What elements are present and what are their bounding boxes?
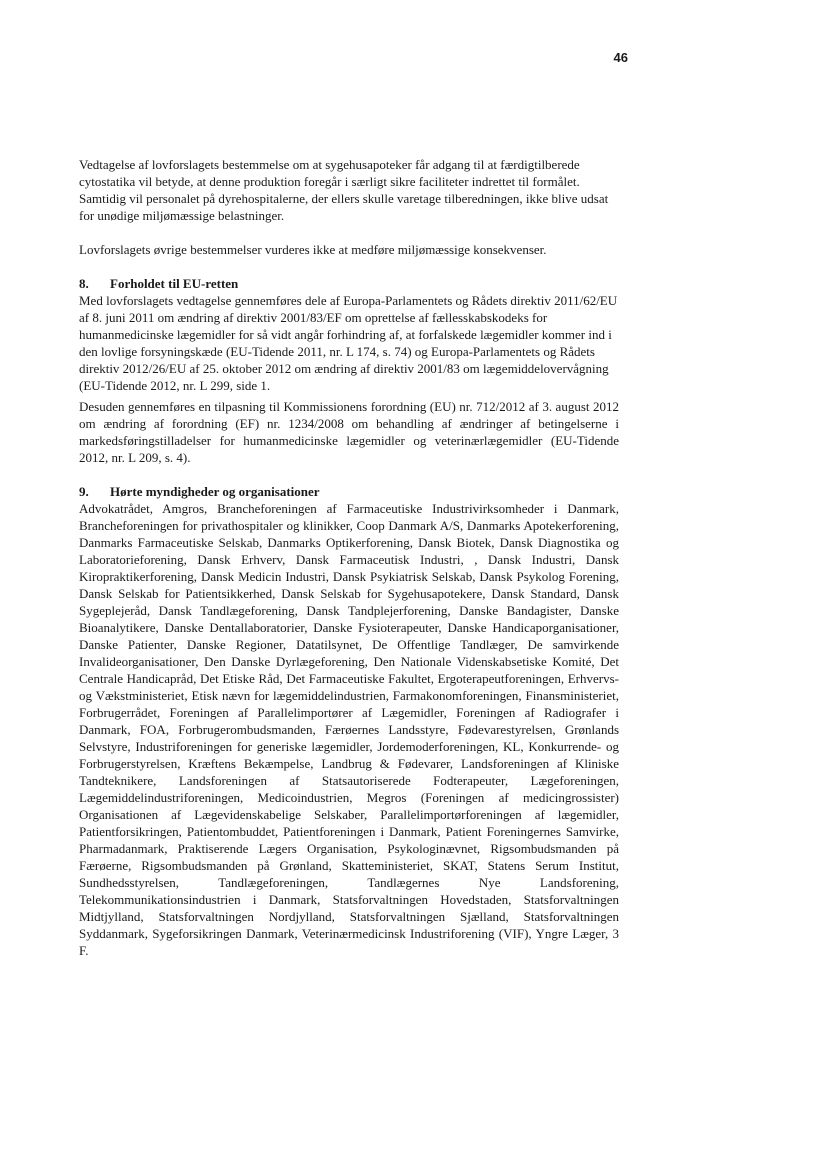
section-9: [79, 483, 619, 959]
section-8: [79, 275, 619, 466]
document-body: [79, 156, 619, 976]
intro-paragraph-1: Vedtagelse af lovforslagets bestemmelse om at sygehusapoteker får adgang til at færdigtilberede cytostatika vil betyde, at denne produktion foregår i særligt sikre faciliteter indrettet til formålet. Samtidig vil personalet på dyrehospitalerne, der ellers skulle varetage tilberedningen, ikke blive udsat for unødige miljømæssige belastninger.: [79, 157, 609, 223]
section-9-number: 9.: [79, 484, 89, 499]
section-9-heading: [79, 483, 619, 500]
page-number: 46: [613, 50, 628, 65]
section-8-heading: [79, 275, 619, 292]
section-8-title: Forholdet til EU-retten: [110, 276, 239, 291]
section-9-title: Hørte myndigheder og organisationer: [110, 484, 320, 499]
section-8-paragraph-1: Med lovforslagets vedtagelse gennemføres dele af Europa-Parlamentets og Rådets direktiv 2011/62/EU af 8. juni 2011 om ændring af direktiv 2001/83/EF om oprettelse af fællesskabskodeks for humanmedicinske lægemidler for så vidt angår forhindring af, at forfalskede lægemidler kommer ind i den lovlige forsyningskæde (EU-Tidende 2011, nr. L 174, s. 74) og Europa-Parlamentets og Rådets direktiv 2012/26/EU af 25. oktober 2012 om ændring af direktiv 2001/83 om lægemiddelovervågning (EU-Tidende 2012, nr. L 299, side 1.: [79, 293, 618, 393]
intro-paragraph-2: Lovforslagets øvrige bestemmelser vurderes ikke at medføre miljømæssige konsekvenser.: [79, 242, 547, 257]
section-9-consultees-list: Advokatrådet, Amgros, Brancheforeningen af Farmaceutiske Industrivirksomheder i Danmark, Brancheforeningen for privathospitaler og klinikker, Coop Danmark A/S, Danmarks Apotekerforening, Danmarks Farmaceutiske Selskab, Danmarks Optikerforening, Dansk Biotek, Dansk Diagnostika og Laboratorieforening, Dansk Erhverv, Dansk Farmaceutisk Industri, , Dansk Industri, Dansk Kiropraktikerforening, Dansk Medicin Industri, Dansk Psykiatrisk Selskab, Dansk Psykolog Forening, Dansk Selskab for Patientsikkerhed, Dansk Selskab for Sygehusapotekere, Dansk Standard, Dansk Sygeplejeråd, Dansk Tandlægeforening, Dansk Tandplejerforening, Danske Bandagister, Danske Bioanalytikere, Danske Dentallaboratorier, Danske Fysioterapeuter, Danske Handicaporganisationer, Danske Patienter, Danske Regioner, Datatilsynet, De Offentlige Tandlæger, De samvirkende Invalideorganisationer, Den Danske Dyrlægeforening, Den Nationale Videnskabsetiske Komité, Det Centrale Handicapråd, Det Etiske Råd, Det Farmaceutiske Fakultet, Ergoterapeutforeningen, Erhvervs- og Vækstministeriet, Etisk nævn for lægemiddelindustrien, Farmakonomforeningen, Finansministeriet, Forbrugerrådet, Foreningen af Parallelimportører af Lægemidler, Foreningen af Radiografer i Danmark, FOA, Forbrugerombudsmanden, Færøernes Landsstyre, Fødevarestyrelsen, Grønlands Selvstyre, Industriforeningen for generiske lægemidler, Jordemoderforeningen, KL, Konkurrende- og Forbrugerstyrelsen, Kræftens Bekæmpelse, Landbrug & Fødevarer, Landsforeningen af Kliniske Tandteknikere, Landsforeningen af Statsautoriserede Fodterapeuter, Lægeforeningen, Lægemiddelindustriforeningen, Medicoindustrien, Megros (Foreningen af medicingrossister) Organisationen af Lægevidenskabelige Selskaber, Parallelimportørforeningen af lægemidler, Patientforsikringen, Patientombuddet, Patientforeningen i Danmark, Patient Foreningernes Samvirke, Pharmadanmark, Praktiserende Lægers Organisation, Psykologinævnet, Rigsombudsmanden på Færøerne, Rigsombudsmanden på Grønland, Skatteministeriet, SKAT, Statens Serum Institut, Sundhedsstyrelsen, Tandlægeforeningen, Tandlægernes Nye Landsforening, Telekommunikationsindustrien i Danmark, Statsforvaltningen Hovedstaden, Statsforvaltningen Midtjylland, Statsforvaltningen Nordjylland, Statsforvaltningen Sjælland, Statsforvaltningen Syddanmark, Sygeforsikringen Danmark, Veterinærmedicinsk Industriforening (VIF), Yngre Læger, 3 F.: [79, 501, 619, 958]
section-8-paragraph-2: Desuden gennemføres en tilpasning til Kommissionens forordning (EU) nr. 712/2012 af 3. august 2012 om ændring af forordning (EF) nr. 1234/2008 om behandling af ændringer af betingelserne i markedsføringstilladelser for humanmedicinske lægemidler og veterinærlægemidler (EU-Tidende 2012, nr. L 209, s. 4).: [79, 399, 619, 465]
section-8-number: 8.: [79, 276, 89, 291]
